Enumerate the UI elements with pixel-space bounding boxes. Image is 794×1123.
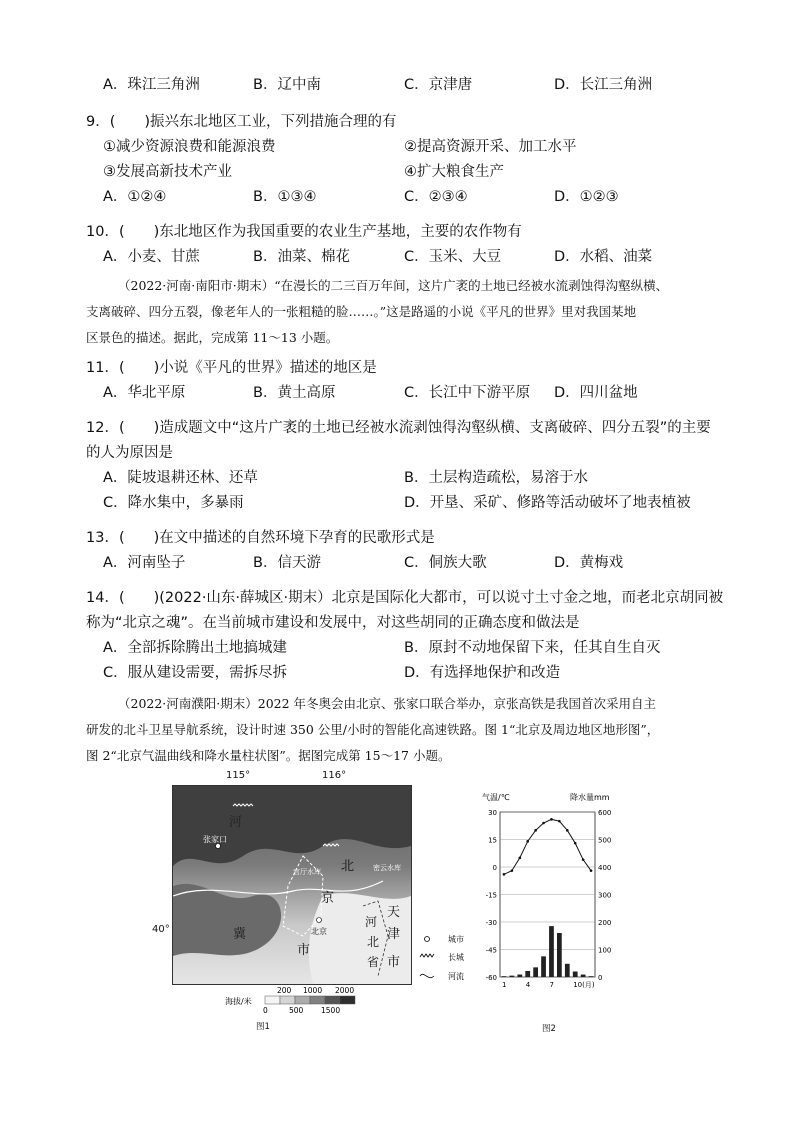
elevation-legend	[225, 985, 365, 1015]
elev-unit-label: 海拔/米	[225, 997, 252, 1006]
precip-bar	[589, 976, 594, 977]
temp-tick-label: 30	[488, 809, 497, 817]
intro1-line-3: 区景色的描述。据此，完成第 11～13 小题。	[86, 330, 339, 345]
q10-option-d[interactable]: D．水稻、油菜	[554, 249, 653, 265]
temp-point	[566, 829, 569, 832]
legend-city-label: 城市	[448, 935, 464, 944]
q13-option-b[interactable]: B．信天游	[253, 555, 321, 571]
region-ji-label: 冀	[233, 927, 247, 942]
climate-chart	[470, 788, 630, 1023]
q8-option-d[interactable]: D．长江三角洲	[554, 77, 653, 93]
elev-band-3	[295, 996, 310, 1004]
q11-option-d[interactable]: D．四川盆地	[554, 385, 638, 401]
temp-point	[582, 858, 585, 861]
temp-point	[518, 857, 521, 860]
elev-tick-1000: 1000	[303, 986, 323, 995]
region-tian-label: 天	[387, 905, 401, 920]
q8-option-a[interactable]: A．珠江三角洲	[103, 77, 200, 93]
q13-option-a[interactable]: A．河南坠子	[103, 555, 186, 571]
q11-stem: 11．( )小说《平凡的世界》描述的地区是	[86, 360, 377, 376]
temp-tick-label: 15	[488, 836, 497, 845]
temp-tick-label: -15	[485, 891, 497, 900]
zhangjiakou-label: 张家口	[203, 835, 227, 844]
precip-tick-label: 200	[598, 919, 612, 927]
elev-tick-500: 500	[289, 1006, 304, 1015]
q8-option-b[interactable]: B．辽中南	[253, 77, 321, 93]
beijing-label: 北京	[311, 927, 327, 936]
intro2-line-2: 研发的北斗卫星导航系统，设计时速 350 公里/小时的智能化高速铁路。图 1“北京及周边地区地形图”，	[86, 722, 660, 737]
temp-tick-label: 0	[492, 864, 497, 872]
q8-option-c[interactable]: C．京津唐	[404, 77, 473, 93]
q13-option-c[interactable]: C．侗族大歌	[404, 555, 487, 571]
region-shi-label: 市	[297, 943, 311, 958]
elev-band-5	[325, 996, 340, 1004]
q9-option-c[interactable]: C．②③④	[404, 189, 468, 205]
temp-tick-label: -60	[485, 974, 497, 982]
q14-option-a[interactable]: A．全部拆除腾出土地搞城建	[103, 640, 287, 656]
precip-bar	[557, 933, 562, 977]
q9-option-b[interactable]: B．①③④	[253, 189, 317, 205]
elev-band-4	[310, 996, 325, 1004]
miyun-reservoir-label: 密云水库	[373, 864, 401, 872]
q14-option-c[interactable]: C．服从建设需要，需拆尽拆	[103, 665, 288, 681]
q12-option-a[interactable]: A．陡坡退耕还林、还草	[103, 470, 258, 486]
q9-item-2: ②提高资源开采、加工水平	[404, 139, 577, 155]
temp-tick-label: -45	[485, 946, 497, 955]
guanting-reservoir-label: 官厅水库	[293, 868, 321, 876]
q11-option-a[interactable]: A．华北平原	[103, 385, 186, 401]
precip-tick-label: 0	[598, 974, 603, 982]
precip-bar	[581, 975, 586, 977]
precip-bar	[510, 976, 515, 977]
q9-item-3: ③发展高新技术产业	[103, 164, 232, 180]
q10-option-c[interactable]: C．玉米、大豆	[404, 249, 502, 265]
precip-bar	[565, 964, 570, 977]
region-jing-label: 京	[321, 891, 335, 906]
temp-axis-title: 气温/℃	[482, 793, 510, 802]
temp-point	[574, 842, 577, 845]
map-legend	[418, 932, 478, 987]
elev-band-2	[280, 996, 295, 1004]
elev-band-1	[265, 996, 280, 1004]
intro1-line-1: （2022·河南·南阳市·期末）“在漫长的二三百万年间，这片广袤的土地已经被水流剥蚀得沟壑纵横、	[118, 278, 669, 293]
temp-point	[534, 829, 537, 832]
precip-tick-label: 400	[598, 864, 612, 872]
intro2-line-1: （2022·河南濮阳·期末）2022 年冬奥会由北京、张家口联合举办，京张高铁是我国首次采用自主	[118, 696, 657, 711]
precip-tick-label: 500	[598, 836, 612, 845]
region-jin-label: 津	[387, 927, 401, 942]
temp-line	[504, 819, 591, 874]
mountain-region-west	[173, 884, 281, 956]
q12-stem-line-2: 的人为原因是	[86, 445, 173, 461]
elev-tick-0: 0	[263, 1006, 268, 1015]
precip-bar	[517, 975, 522, 977]
q9-option-d[interactable]: D．①②③	[554, 189, 619, 205]
precip-bar	[541, 956, 546, 977]
temp-point	[511, 869, 514, 872]
elev-band-6	[340, 996, 355, 1004]
region-bei-label: 北	[341, 859, 355, 874]
precip-bar	[549, 926, 554, 977]
legend-wall-label: 长城	[448, 953, 464, 962]
mountain-region-north	[173, 786, 411, 866]
q11-option-b[interactable]: B．黄土高原	[253, 385, 336, 401]
temp-tick-label: -30	[485, 919, 497, 927]
month-tick-label: 10(月)	[573, 981, 595, 989]
zhangjiakou-dot	[216, 844, 221, 849]
q12-option-d[interactable]: D．开垦、采矿、修路等活动破坏了地表植被	[404, 495, 691, 511]
elev-tick-1500: 1500	[321, 1006, 341, 1015]
legend-river-label: 河流	[448, 972, 464, 981]
region-he-label: 河	[229, 815, 243, 830]
q12-option-c[interactable]: C．降水集中，多暴雨	[103, 495, 244, 511]
figure-1-caption: 图1	[256, 1022, 270, 1032]
city-legend-icon	[425, 937, 430, 942]
region-bei2-label: 北	[367, 935, 380, 949]
q10-option-a[interactable]: A．小麦、甘蔗	[103, 249, 200, 265]
intro1-line-2: 支离破碎、四分五裂，像老年人的一张粗糙的脸……。”这是路遥的小说《平凡的世界》里对我国某地	[86, 304, 637, 319]
month-tick-label: 7	[549, 981, 554, 989]
precip-tick-label: 600	[598, 809, 612, 817]
figure-2-caption: 图2	[542, 1024, 556, 1034]
elev-tick-2000: 2000	[335, 986, 355, 995]
intro2-line-3: 图 2“北京气温曲线和降水量柱状图”。据图完成第 15～17 小题。	[86, 748, 451, 763]
region-he2-label: 河	[365, 915, 378, 929]
latitude-40-label: 40°	[152, 924, 170, 935]
q10-stem: 10．( )东北地区作为我国重要的农业生产基地，主要的农作物有	[86, 224, 522, 240]
q13-stem: 13．( )在文中描述的自然环境下孕育的民歌形式是	[86, 530, 435, 546]
q14-option-b[interactable]: B．原封不动地保留下来，任其自生自灭	[404, 640, 661, 656]
q14-stem-line-2: 称为“北京之魂”。在当前城市建设和发展中，对这些胡同的正确态度和做法是	[86, 615, 580, 631]
month-tick-label: 4	[525, 981, 531, 989]
beijing-dot	[317, 918, 322, 923]
river-legend-icon	[420, 974, 434, 977]
region-shi2-label: 市	[387, 955, 401, 970]
temp-point	[503, 873, 506, 876]
q14-stem-line-1: 14．( )(2022·山东·薛城区·期末）北京是国际化大都市，可以说寸土寸金之地，而老北京胡同被	[86, 590, 724, 606]
terrain-map	[172, 785, 412, 985]
q13-option-d[interactable]: D．黄梅戏	[554, 555, 624, 571]
region-sheng2-label: 省	[367, 955, 380, 969]
q10-option-b[interactable]: B．油菜、棉花	[253, 249, 350, 265]
temp-point	[542, 822, 545, 825]
q9-item-4: ④扩大粮食生产	[404, 164, 504, 180]
q14-option-d[interactable]: D．有选择地保护和改造	[404, 665, 561, 681]
precip-bar	[573, 972, 578, 978]
precip-bar	[533, 967, 538, 977]
precip-axis-title: 降水量mm	[570, 793, 610, 802]
longitude-115-label: 115°	[226, 770, 251, 781]
precip-tick-label: 300	[598, 891, 612, 900]
precip-bar	[525, 971, 530, 977]
great-wall-legend-icon	[420, 954, 434, 957]
longitude-116-label: 116°	[322, 770, 347, 781]
q9-option-a[interactable]: A．①②④	[103, 189, 167, 205]
elev-tick-200: 200	[277, 986, 292, 995]
terrain-map-svg	[173, 786, 411, 984]
q11-option-c[interactable]: C．长江中下游平原	[404, 385, 531, 401]
month-tick-label: 1	[501, 981, 507, 989]
temp-point	[590, 869, 593, 872]
temp-point	[550, 818, 553, 821]
temp-point	[558, 820, 561, 823]
q12-stem-line-1: 12．( )造成题文中“这片广袤的土地已经被水流剥蚀得沟壑纵横、支离破碎、四分五裂”的主要	[86, 420, 711, 436]
precip-tick-label: 100	[598, 946, 612, 955]
q9-stem: 9．( )振兴东北地区工业，下列措施合理的有	[86, 114, 397, 130]
q9-item-1: ①减少资源浪费和能源浪费	[103, 139, 276, 155]
precip-bar	[502, 976, 507, 977]
temp-point	[526, 840, 529, 843]
q12-option-b[interactable]: B．土层构造疏松，易溶于水	[404, 470, 588, 486]
